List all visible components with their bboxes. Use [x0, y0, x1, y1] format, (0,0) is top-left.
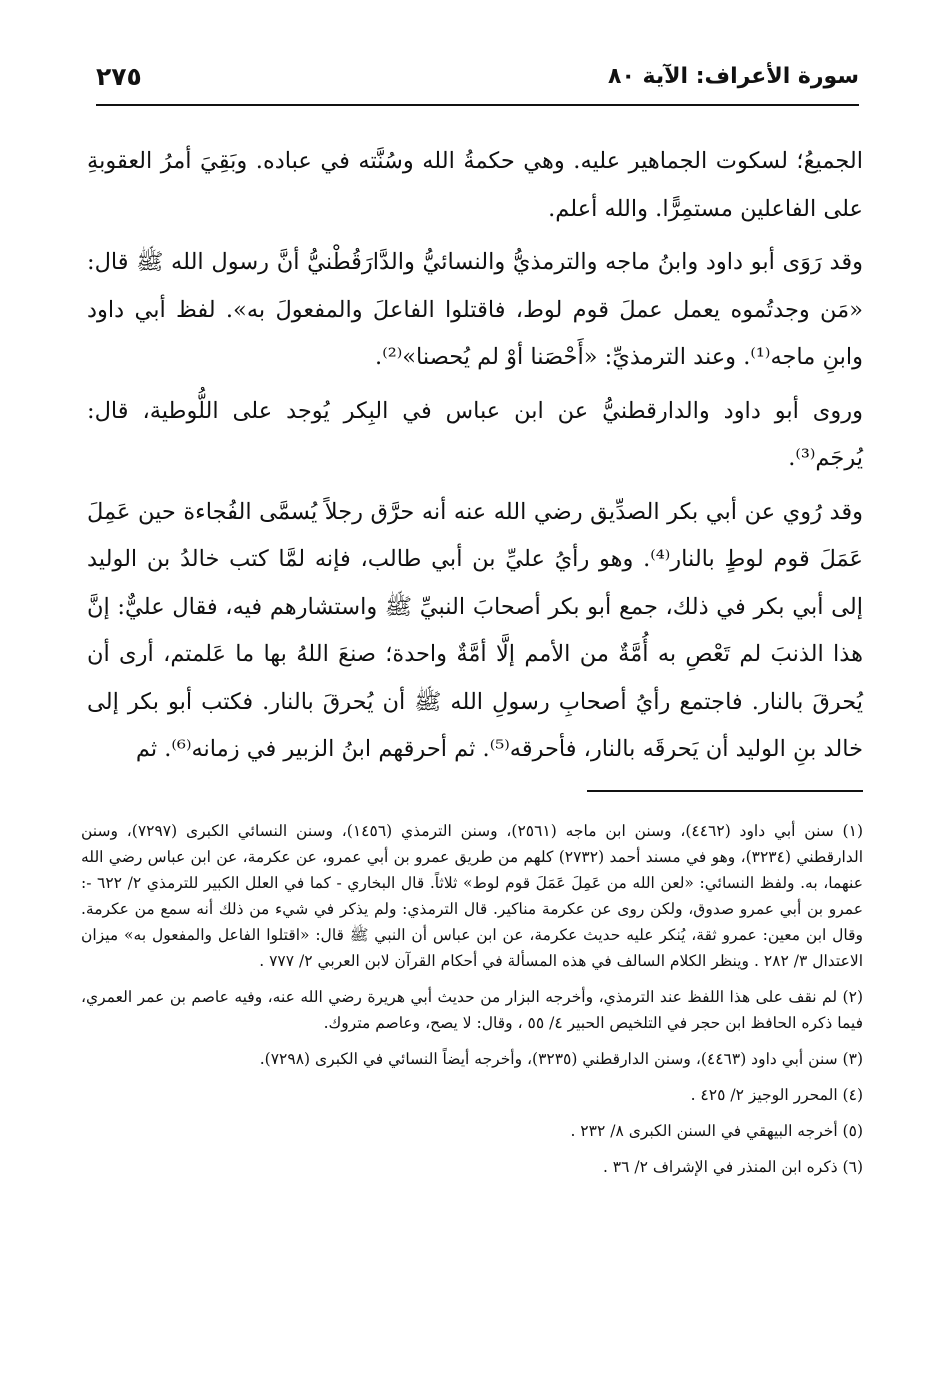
paragraph: وقد رَوَى أبو داود وابنُ ماجه والترمذيُّ والنسائيُّ والدَّارَقُطْنيُّ أنَّ رسول الله ﷺ قال: «مَن وجدتُموه يعمل عملَ قوم لوط، فاقتلوا الفاعلَ والمفعولَ به». لفظ أبي داود وابنِ ماجه⁽¹⁾. وعند الترمذيِّ: «أَحْصَنا أوْ لم يُحصنا»⁽²⁾. [87, 249, 863, 370]
paragraph: وروى أبو داود والدارقطنيُّ عن ابن عباس في البِكر يُوجد على اللُّوطية، قال: يُرجَم⁽³⁾. [87, 397, 863, 471]
paragraph: وقد رُوي عن أبي بكر الصدِّيق رضي الله عنه أنه حرَّق رجلاً يُسمَّى الفُجاءة حين عَمِلَ عَمَلَ قوم لوطٍ بالنار⁽⁴⁾. وهو رأيُ عليِّ بن أبي طالب، فإنه لمَّا كتب خالدُ بن الوليد إلى أبي بكر في ذلك، جمع أبو بكر أصحابَ النبيِّ ﷺ واستشارهم فيه، فقال عليٌّ: إنَّ هذا الذنبَ لم تَعْصِ به أُمَّةٌ من الأمم إلَّا أمَّةٌ واحدة؛ صنعَ اللهُ بها ما عَلمتم، أرى أن يُحرقَ بالنار. فاجتمع رأيُ أصحابِ رسولِ الله ﷺ أن يُحرقَ بالنار. فكتب أبو بكر إلى خالد بنِ الوليد أن يَحرقَه بالنار، فأحرقه⁽⁵⁾. ثم أحرقهم ابنُ الزبير في زمانه⁽⁶⁾. ثم [87, 498, 863, 762]
footnote: (٦) ذكره ابن المنذر في الإشراف ٢/ ٣٦ . [602, 1158, 863, 1176]
footnote: (٤) المحرر الوجيز ٢/ ٤٢٥ . [690, 1086, 863, 1104]
main-text [87, 138, 863, 784]
footnote: (٢) لم نقف على هذا اللفظ عند الترمذي، وأخرجه البزار من حديث أبي هريرة رضي الله عنه، وفيه عاصم بن عمر العمري، فيما ذكره الحافظ ابن حجر في التلخيص الحبير ٤/ ٥٥ ، وقال: لا يصح، وعاصم متروك. [81, 988, 863, 1032]
footnotes [81, 818, 863, 1190]
page-number: ٢٧٥ [96, 62, 142, 91]
footnote-separator [587, 790, 863, 792]
paragraph: الجميعُ؛ لسكوت الجماهير عليه. وهي حكمةُ الله وسُنَّته في عباده. وبَقِيَ أمرُ العقوبةِ على الفاعلين مستمِرًّا. والله أعلم. [87, 148, 863, 222]
surah-title: سورة الأعراف: الآية ٨٠ [608, 64, 859, 89]
footnote: (٣) سنن أبي داود (٤٤٦٣)، وسنن الدارقطني (٣٢٣٥)، وأخرجه أيضاً النسائي في الكبرى (٧٢٩٨). [259, 1050, 863, 1068]
footnote: (١) سنن أبي داود (٤٤٦٢)، وسنن ابن ماجه (٢٥٦١)، وسنن الترمذي (١٤٥٦)، وسنن النسائي الكبرى (٧٢٩٧)، وسنن الدارقطني (٣٢٣٤)، وهو في مسند أحمد (٢٧٣٢) كلهم من طريق عمرو بن أبي عمرو، عن عكرمة، عن ابن عباس رضي الله عنهما، به. ولفظ النسائي: «لعن الله من عَمِلَ عَمَلَ قوم لوط» ثلاثاً. قال البخاري - كما في العلل الكبير للترمذي ٢/ ٦٢٢ -: عمرو بن أبي عمرو صدوق، ولكن روى عن عكرمة مناكير. قال الترمذي: ولم يذكر في شيء من ذلك أنه سمع من عكرمة. وقال ابن معين: عمرو ثقة، يُنكر عليه حديث عكرمة، عن ابن عباس أن النبي ﷺ قال: «اقتلوا الفاعل والمفعول به» ميزان الاعتدال ٣/ ٢٨٢ . وينظر الكلام السالف في هذه المسألة في أحكام القرآن لابن العربي ٢/ ٧٧٧ . [81, 822, 863, 970]
footnote: (٥) أخرجه البيهقي في السنن الكبرى ٨/ ٢٣٢ . [570, 1122, 863, 1140]
running-header [96, 60, 859, 106]
